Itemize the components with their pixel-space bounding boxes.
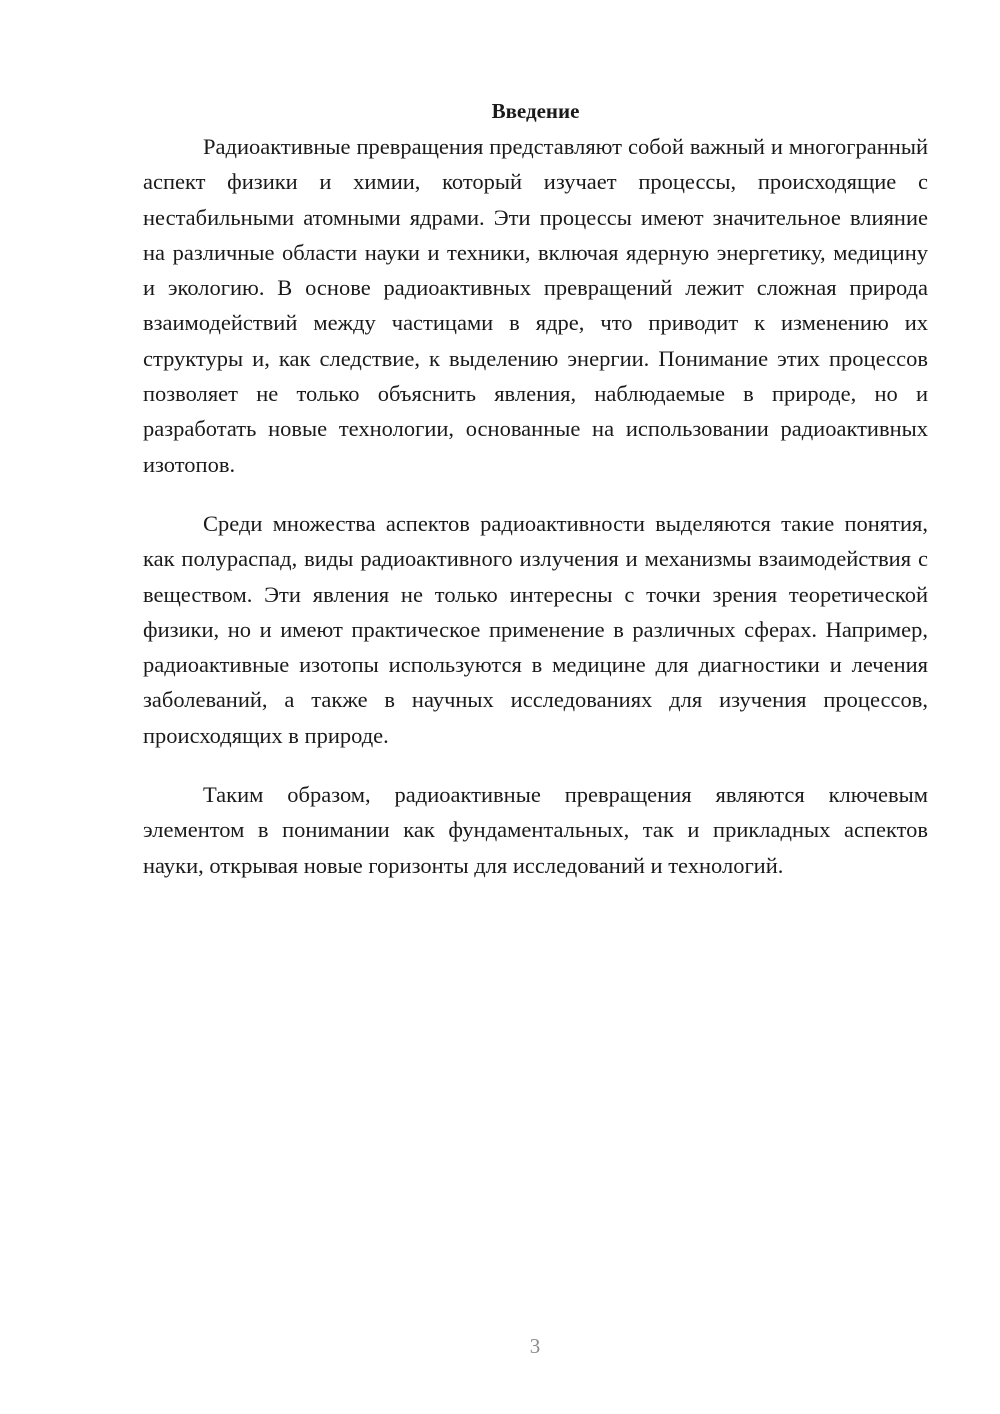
section-title: Введение [491, 99, 580, 123]
paragraph-3: Таким образом, радиоактивные превращения являются ключевым элементом в понимании как фундаментальных, так и прикладных аспектов науки, открывая новые горизонты для исследований и технологий. [143, 782, 928, 878]
page-number: 3 [529, 1334, 541, 1358]
paragraph-2: Среди множества аспектов радиоактивности выделяются такие понятия, как полураспад, виды радиоактивного излучения и механизмы взаимодействия с веществом. Эти явления не только интересны с точки зрения теоретической физики, но и имеют практическое применение в различных сферах. Например, радиоактивные изотопы используются в медицине для диагностики и лечения заболеваний, а также в научных исследованиях для изучения процессов, происходящих в природе. [143, 510, 928, 748]
paragraph-1: Радиоактивные превращения представляют собой важный и многогранный аспект физики и химии, который изучает процессы, происходящие с нестабильными атомными ядрами. Эти процессы имеют значительное влияние на различные области науки и техники, включая ядерную энергетику, медицину и экологию. В основе радиоактивных превращений лежит сложная природа взаимодействий между частицами в ядре, что приводит к изменению их структуры и, как следствие, к выделению энергии. Понимание этих процессов позволяет не только объяснить явления, наблюдаемые в природе, но и разработать новые технологии, основанные на использовании радиоактивных изотопов. [143, 134, 928, 477]
page-content [143, 95, 928, 883]
